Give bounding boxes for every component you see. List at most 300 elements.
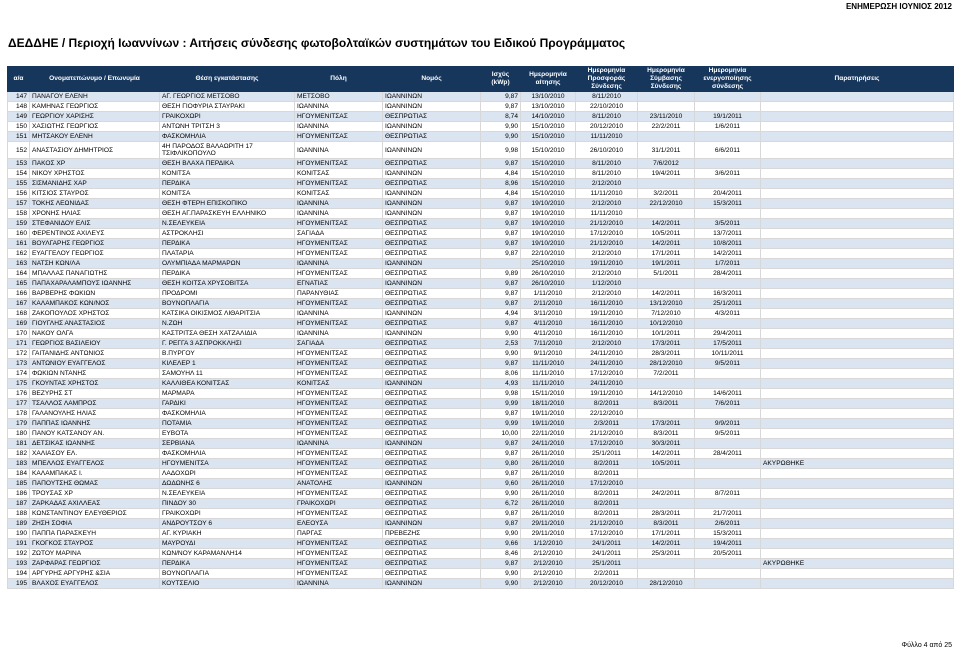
cell-row-number: 189 [8,519,30,529]
cell-row-number: 165 [8,279,30,289]
cell-offer-date: 2/12/2010 [576,269,638,279]
cell-activation-date: 2/6/2011 [695,519,761,529]
table-row [8,179,954,189]
cell-row-number: 152 [8,142,30,159]
cell-power-kwp: 9,87 [481,319,521,329]
cell-offer-date: 25/1/2011 [576,559,638,569]
cell-applicant-name: ΑΝΑΣΤΑΣΙΟΥ ΔΗΜΗΤΡΙΟΣ [30,142,160,159]
cell-offer-date: 16/11/2010 [576,329,638,339]
cell-application-date: 25/10/2010 [521,259,576,269]
table-row [8,279,954,289]
cell-row-number: 167 [8,299,30,309]
cell-remarks [761,509,954,519]
cell-installation-location: ΠΡΟΔΡΟΜΙ [160,289,295,299]
cell-offer-date: 22/10/2010 [576,102,638,112]
cell-offer-date: 19/11/2010 [576,389,638,399]
cell-power-kwp: 9,87 [481,159,521,169]
cell-offer-date: 24/11/2010 [576,359,638,369]
cell-row-number: 166 [8,289,30,299]
table-row [8,239,954,249]
cell-applicant-name: ΤΡΟΥΣΑΣ ΧΡ [30,489,160,499]
col-header-city: Πόλη [295,67,383,92]
cell-prefecture: ΙΩΑΝΝΙΝΩΝ [383,142,481,159]
cell-power-kwp: 9,99 [481,419,521,429]
cell-row-number: 170 [8,329,30,339]
cell-applicant-name: ΦΕΡΕΝΤΙΝΟΣ ΑΧΙΛΕΥΣ [30,229,160,239]
cell-application-date: 26/11/2010 [521,449,576,459]
cell-remarks [761,289,954,299]
col-header-remarks: Παρατηρήσεις [761,67,954,92]
cell-prefecture: ΠΡΕΒΕΖΗΣ [383,529,481,539]
cell-offer-date: 16/11/2010 [576,299,638,309]
table-row [8,169,954,179]
cell-applicant-name: ΚΩΝΣΤΑΝΤΙΝΟΥ ΕΛΕΥΘΕΡΙΟΣ [30,509,160,519]
cell-remarks [761,419,954,429]
table-row [8,159,954,169]
cell-remarks [761,122,954,132]
cell-contract-date: 10/5/2011 [638,229,695,239]
cell-city: ΙΩΑΝΝΙΝΑ [295,209,383,219]
cell-offer-date: 17/12/2010 [576,439,638,449]
cell-offer-date: 19/11/2010 [576,309,638,319]
cell-installation-location: ΠΕΡΔΙΚΑ [160,559,295,569]
cell-application-date: 13/10/2010 [521,92,576,102]
cell-installation-location: ΜΑΥΡΟΥΔΙ [160,539,295,549]
update-date: ΕΝΗΜΕΡΩΣΗ ΙΟΥΝΙΟΣ 2012 [845,2,952,11]
cell-contract-date [638,569,695,579]
cell-applicant-name: ΓΑΛΑΝΟΥΛΗΣ ΗΛΙΑΣ [30,409,160,419]
cell-contract-date [638,179,695,189]
cell-prefecture: ΙΩΑΝΝΙΝΩΝ [383,579,481,589]
cell-application-date: 11/11/2010 [521,379,576,389]
cell-remarks [761,539,954,549]
table-row [8,259,954,269]
table-row [8,559,954,569]
cell-contract-date: 31/1/2011 [638,142,695,159]
table-row [8,409,954,419]
cell-prefecture: ΙΩΑΝΝΙΝΩΝ [383,259,481,269]
cell-contract-date [638,469,695,479]
cell-power-kwp: 4,84 [481,189,521,199]
cell-applicant-name: ΚΑΜΗΝΑΣ ΓΕΩΡΓΙΟΣ [30,102,160,112]
cell-remarks: ΑΚΥΡΩΘΗΚΕ [761,459,954,469]
cell-application-date: 19/10/2010 [521,219,576,229]
cell-installation-location: Γ. ΡΕΓΓΑ 3 ΑΣΠΡΟΚΚΛΗΣΙ [160,339,295,349]
cell-contract-date [638,92,695,102]
cell-activation-date [695,159,761,169]
table-row [8,529,954,539]
cell-contract-date: 24/2/2011 [638,489,695,499]
cell-remarks [761,279,954,289]
cell-row-number: 193 [8,559,30,569]
cell-city: ΗΓΟΥΜΕΝΙΤΣΑΣ [295,409,383,419]
cell-offer-date: 8/11/2010 [576,92,638,102]
cell-installation-location: ΠΕΡΔΙΚΑ [160,269,295,279]
cell-power-kwp: 9,60 [481,479,521,489]
cell-prefecture: ΘΕΣΠΡΩΤΙΑΣ [383,179,481,189]
cell-offer-date: 21/12/2010 [576,219,638,229]
cell-application-date: 19/10/2010 [521,229,576,239]
cell-prefecture: ΙΩΑΝΝΙΝΩΝ [383,379,481,389]
cell-power-kwp: 8,46 [481,549,521,559]
table-row [8,479,954,489]
table-row [8,319,954,329]
cell-prefecture: ΘΕΣΠΡΩΤΙΑΣ [383,469,481,479]
cell-remarks [761,489,954,499]
cell-application-date: 18/11/2010 [521,399,576,409]
cell-offer-date: 2/12/2010 [576,249,638,259]
cell-prefecture: ΘΕΣΠΡΩΤΙΑΣ [383,239,481,249]
cell-power-kwp: 9,90 [481,132,521,142]
cell-activation-date: 10/8/2011 [695,239,761,249]
cell-installation-location: ΘΕΣΗ ΓΙΟΦΥΡΙΑ ΣΤΑΥΡΑΚΙ [160,102,295,112]
col-header-location: Θέση εγκατάστασης [160,67,295,92]
cell-application-date: 1/12/2010 [521,539,576,549]
cell-application-date: 2/12/2010 [521,549,576,559]
cell-installation-location: ΚΩΝ/ΝΟΥ ΚΑΡΑΜΑΝΛΗ14 [160,549,295,559]
cell-contract-date: 8/3/2011 [638,519,695,529]
cell-power-kwp: 9,87 [481,469,521,479]
cell-remarks: ΑΚΥΡΩΘΗΚΕ [761,559,954,569]
cell-offer-date: 8/2/2011 [576,459,638,469]
table-row [8,489,954,499]
table-row [8,359,954,369]
cell-applicant-name: ΧΑΛΙΑΣΟΥ ΕΛ. [30,449,160,459]
cell-applicant-name: ΖΩΤΟΥ ΜΑΡΙΝΑ [30,549,160,559]
cell-activation-date: 15/3/2011 [695,529,761,539]
cell-offer-date: 20/12/2010 [576,122,638,132]
cell-activation-date [695,499,761,509]
cell-prefecture: ΙΩΑΝΝΙΝΩΝ [383,439,481,449]
cell-applicant-name: ΦΩΚΙΩΝ ΝΤΑΝΗΣ [30,369,160,379]
cell-power-kwp: 9,98 [481,142,521,159]
cell-prefecture: ΘΕΣΠΡΩΤΙΑΣ [383,419,481,429]
cell-offer-date: 22/12/2010 [576,409,638,419]
cell-applicant-name: ΠΑΠΠΑΣ ΙΩΑΝΝΗΣ [30,419,160,429]
cell-installation-location: ΚΙΛΕΛΕΡ 1 [160,359,295,369]
cell-activation-date: 20/5/2011 [695,549,761,559]
cell-applicant-name: ΓΕΩΡΓΙΟΥ ΧΑΡΙΣΗΣ [30,112,160,122]
cell-contract-date: 19/1/2011 [638,259,695,269]
table-header-row [8,67,954,92]
cell-application-date: 26/11/2010 [521,499,576,509]
cell-applicant-name: ΠΑΠΠΑ ΠΑΡΑΣΚΕΥΗ [30,529,160,539]
cell-installation-location: ΦΑΣΚΟΜΗΛΙΑ [160,132,295,142]
col-header-contract-date: Ημερομηνία Σύμβασης Σύνδεσης [638,67,695,92]
cell-application-date: 11/11/2010 [521,369,576,379]
col-header-prefecture: Νομός [383,67,481,92]
cell-applicant-name: ΔΕΤΣΙΚΑΣ ΙΩΑΝΝΗΣ [30,439,160,449]
cell-power-kwp: 9,87 [481,439,521,449]
cell-applicant-name: ΓΚΟΥΝΤΑΣ ΧΡΗΣΤΟΣ [30,379,160,389]
cell-installation-location: ΗΓΟΥΜΕΝΙΤΣΑ [160,459,295,469]
table-row [8,459,954,469]
cell-prefecture: ΘΕΣΠΡΩΤΙΑΣ [383,459,481,469]
cell-installation-location: ΣΑΜΟΥΗΛ 11 [160,369,295,379]
cell-applicant-name: ΑΝΤΩΝΙΟΥ ΕΥΑΓΓΕΛΟΣ [30,359,160,369]
cell-city: ΗΓΟΥΜΕΝΙΤΣΑΣ [295,319,383,329]
cell-power-kwp: 10,00 [481,429,521,439]
cell-activation-date [695,102,761,112]
cell-city: ΙΩΑΝΝΙΝΑ [295,439,383,449]
cell-contract-date: 17/3/2011 [638,419,695,429]
cell-city: ΑΝΑΤΟΛΗΣ [295,479,383,489]
cell-power-kwp: 9,98 [481,389,521,399]
table-row [8,289,954,299]
cell-contract-date [638,279,695,289]
cell-remarks [761,159,954,169]
cell-application-date: 29/11/2010 [521,519,576,529]
table-row [8,369,954,379]
col-header-application-date: Ημερομηνία αίτησης [521,67,576,92]
cell-applicant-name: ΠΑΝΑΓΟΥ ΕΛΕΝΗ [30,92,160,102]
cell-city: ΚΟΝΙΤΣΑΣ [295,169,383,179]
cell-offer-date: 24/11/2010 [576,349,638,359]
cell-installation-location: 4Η ΠΑΡΟΔΟΣ ΒΑΛΑΩΡΙΤΗ 17 ΤΣΙΦΛΙΚΟΠΟΥΛΟ [160,142,295,159]
cell-prefecture: ΘΕΣΠΡΩΤΙΑΣ [383,569,481,579]
cell-activation-date: 4/3/2011 [695,309,761,319]
cell-contract-date: 28/3/2011 [638,509,695,519]
cell-applicant-name: ΕΥΑΓΓΕΛΟΥ ΓΕΩΡΓΙΟΣ [30,249,160,259]
table-row [8,509,954,519]
cell-power-kwp: 9,87 [481,359,521,369]
cell-row-number: 164 [8,269,30,279]
cell-activation-date: 28/4/2011 [695,269,761,279]
cell-city: ΙΩΑΝΝΙΝΑ [295,259,383,269]
cell-contract-date: 5/1/2011 [638,269,695,279]
cell-activation-date: 7/6/2011 [695,399,761,409]
cell-offer-date: 11/11/2010 [576,209,638,219]
cell-contract-date: 7/6/2012 [638,159,695,169]
cell-contract-date: 10/12/2010 [638,319,695,329]
cell-power-kwp: 9,89 [481,269,521,279]
cell-application-date: 19/11/2010 [521,409,576,419]
cell-installation-location: Ν.ΣΕΛΕΥΚΕΙΑ [160,219,295,229]
cell-installation-location: ΚΑΛΛΙΘΕΑ ΚΟΝΙΤΣΑΣ [160,379,295,389]
cell-remarks [761,339,954,349]
cell-remarks [761,209,954,219]
cell-application-date: 26/10/2010 [521,269,576,279]
cell-application-date: 13/10/2010 [521,102,576,112]
cell-row-number: 155 [8,179,30,189]
cell-offer-date: 19/11/2010 [576,259,638,269]
cell-contract-date [638,559,695,569]
cell-applicant-name: ΝΑΚΟΥ ΟΛΓΑ [30,329,160,339]
cell-power-kwp: 9,87 [481,209,521,219]
cell-installation-location: ΒΟΥΝΟΠΛΑΓΙΑ [160,299,295,309]
cell-application-date: 19/11/2010 [521,419,576,429]
cell-remarks [761,469,954,479]
cell-installation-location: Ν.ΣΕΛΕΥΚΕΙΑ [160,489,295,499]
cell-prefecture: ΘΕΣΠΡΩΤΙΑΣ [383,559,481,569]
cell-offer-date: 2/2/2011 [576,569,638,579]
cell-prefecture: ΙΩΑΝΝΙΝΩΝ [383,92,481,102]
cell-prefecture: ΘΕΣΠΡΩΤΙΑΣ [383,499,481,509]
cell-contract-date: 14/2/2011 [638,289,695,299]
cell-row-number: 153 [8,159,30,169]
cell-application-date: 22/11/2010 [521,429,576,439]
cell-remarks [761,112,954,122]
cell-application-date: 1/11/2010 [521,289,576,299]
table-row [8,399,954,409]
cell-remarks [761,499,954,509]
cell-activation-date [695,369,761,379]
cell-offer-date: 2/12/2010 [576,179,638,189]
cell-power-kwp: 9,90 [481,329,521,339]
cell-remarks [761,549,954,559]
table-row [8,469,954,479]
cell-row-number: 148 [8,102,30,112]
cell-row-number: 183 [8,459,30,469]
table-row [8,209,954,219]
cell-contract-date: 7/12/2010 [638,309,695,319]
cell-installation-location: ΔΩΔΩΝΗΣ 6 [160,479,295,489]
cell-applicant-name: ΜΠΑΛΛΑΣ ΠΑΝΑΓΙΩΤΗΣ [30,269,160,279]
cell-row-number: 180 [8,429,30,439]
cell-city: ΗΓΟΥΜΕΝΙΤΣΑΣ [295,389,383,399]
cell-applicant-name: ΓΚΟΓΚΟΣ ΣΤΑΥΡΟΣ [30,539,160,549]
cell-activation-date: 9/5/2011 [695,359,761,369]
table-row [8,579,954,589]
cell-activation-date [695,569,761,579]
cell-activation-date: 19/1/2011 [695,112,761,122]
table-row [8,449,954,459]
cell-application-date: 26/11/2010 [521,459,576,469]
cell-row-number: 185 [8,479,30,489]
cell-city: ΗΓΟΥΜΕΝΙΤΣΑΣ [295,509,383,519]
cell-installation-location: ΠΕΡΔΙΚΑ [160,239,295,249]
cell-prefecture: ΙΩΑΝΝΙΝΩΝ [383,102,481,112]
cell-application-date: 29/11/2010 [521,529,576,539]
cell-row-number: 162 [8,249,30,259]
cell-remarks [761,529,954,539]
table-row [8,269,954,279]
cell-activation-date [695,379,761,389]
cell-activation-date [695,279,761,289]
cell-offer-date: 21/12/2010 [576,429,638,439]
cell-row-number: 188 [8,509,30,519]
cell-row-number: 158 [8,209,30,219]
table-row [8,519,954,529]
table-row [8,299,954,309]
cell-power-kwp: 8,06 [481,369,521,379]
cell-power-kwp: 9,87 [481,449,521,459]
cell-contract-date: 23/11/2010 [638,112,695,122]
table-row [8,122,954,132]
table-row [8,219,954,229]
cell-contract-date: 3/2/2011 [638,189,695,199]
cell-prefecture: ΙΩΑΝΝΙΝΩΝ [383,329,481,339]
cell-applicant-name: ΜΠΕΛΛΟΣ ΕΥΑΓΓΕΛΟΣ [30,459,160,469]
cell-applicant-name: ΒΛΑΧΟΣ ΕΥΑΓΓΕΛΟΣ [30,579,160,589]
cell-offer-date: 24/1/2011 [576,539,638,549]
cell-prefecture: ΘΕΣΠΡΩΤΙΑΣ [383,549,481,559]
cell-power-kwp: 8,74 [481,112,521,122]
cell-contract-date: 19/4/2011 [638,169,695,179]
cell-remarks [761,189,954,199]
cell-power-kwp: 9,66 [481,539,521,549]
cell-offer-date: 2/12/2010 [576,289,638,299]
cell-applicant-name: ΝΑΤΣΗ ΚΩΝ/ΛΑ [30,259,160,269]
cell-city: ΠΑΡΓΑΣ [295,529,383,539]
cell-applicant-name: ΖΑΡΦΑΡΑΣ ΓΕΩΡΓΙΟΣ [30,559,160,569]
cell-contract-date: 28/12/2010 [638,359,695,369]
cell-application-date: 26/11/2010 [521,489,576,499]
cell-prefecture: ΘΕΣΠΡΩΤΙΑΣ [383,449,481,459]
cell-installation-location: ΓΑΡΔΙΚΙ [160,399,295,409]
cell-city: ΗΓΟΥΜΕΝΙΤΣΑΣ [295,112,383,122]
cell-installation-location: ΜΑΡΜΑΡΑ [160,389,295,399]
cell-remarks [761,319,954,329]
cell-row-number: 182 [8,449,30,459]
table-row [8,539,954,549]
cell-remarks [761,142,954,159]
cell-row-number: 151 [8,132,30,142]
cell-prefecture: ΘΕΣΠΡΩΤΙΑΣ [383,359,481,369]
cell-city: ΣΑΓΙΑΔΑ [295,339,383,349]
cell-remarks [761,179,954,189]
table-row [8,429,954,439]
cell-offer-date: 8/11/2010 [576,169,638,179]
cell-prefecture: ΘΕΣΠΡΩΤΙΑΣ [383,369,481,379]
cell-row-number: 187 [8,499,30,509]
cell-city: ΜΕΤΣΟΒΟ [295,92,383,102]
cell-application-date: 26/10/2010 [521,279,576,289]
cell-application-date: 3/11/2010 [521,309,576,319]
cell-application-date: 15/10/2010 [521,142,576,159]
cell-contract-date: 22/2/2011 [638,122,695,132]
cell-installation-location: ΛΑΔΟΧΩΡΙ [160,469,295,479]
cell-installation-location: ΑΓ. ΓΕΩΡΓΙΟΣ ΜΕΤΣΟΒΟ [160,92,295,102]
cell-row-number: 171 [8,339,30,349]
table-row [8,549,954,559]
cell-city: ΗΓΟΥΜΕΝΙΤΣΑΣ [295,419,383,429]
page-title: ΔΕΔΔΗΕ / Περιοχή Ιωαννίνων : Αιτήσεις σύνδεσης φωτοβολταϊκών συστημάτων του Ειδικού Προγράμματος [8,36,626,50]
cell-power-kwp: 9,99 [481,399,521,409]
cell-city: ΣΑΓΙΑΔΑ [295,229,383,239]
cell-power-kwp: 9,90 [481,349,521,359]
cell-activation-date: 16/3/2011 [695,289,761,299]
cell-applicant-name: ΣΙΣΜΑΝΙΔΗΣ ΧΑΡ [30,179,160,189]
cell-power-kwp: 9,87 [481,219,521,229]
cell-application-date: 15/11/2010 [521,389,576,399]
cell-installation-location: ΚΟΥΤΣΕΛΙΟ [160,579,295,589]
cell-activation-date: 3/5/2011 [695,219,761,229]
cell-remarks [761,389,954,399]
cell-applicant-name: ΤΟΚΗΣ ΛΕΩΝΙΔΑΣ [30,199,160,209]
cell-city: ΗΓΟΥΜΕΝΙΤΣΑΣ [295,349,383,359]
cell-contract-date [638,379,695,389]
cell-installation-location: ΘΕΣΗ ΒΛΑΧΑ ΠΕΡΔΙΚΑ [160,159,295,169]
cell-contract-date: 17/1/2011 [638,529,695,539]
cell-power-kwp: 4,93 [481,379,521,389]
cell-row-number: 179 [8,419,30,429]
cell-offer-date: 21/12/2010 [576,239,638,249]
col-header-activation-date: Ημερομηνία ενεργοποίησης σύνδεσης [695,67,761,92]
cell-remarks [761,349,954,359]
cell-application-date: 19/10/2010 [521,239,576,249]
cell-power-kwp: 9,90 [481,529,521,539]
cell-remarks [761,379,954,389]
cell-activation-date [695,209,761,219]
cell-application-date: 22/10/2010 [521,249,576,259]
cell-activation-date [695,179,761,189]
cell-city: ΗΓΟΥΜΕΝΙΤΣΑΣ [295,239,383,249]
cell-offer-date: 17/12/2010 [576,229,638,239]
cell-prefecture: ΙΩΑΝΝΙΝΩΝ [383,209,481,219]
cell-contract-date: 30/3/2011 [638,439,695,449]
cell-contract-date: 8/3/2011 [638,399,695,409]
